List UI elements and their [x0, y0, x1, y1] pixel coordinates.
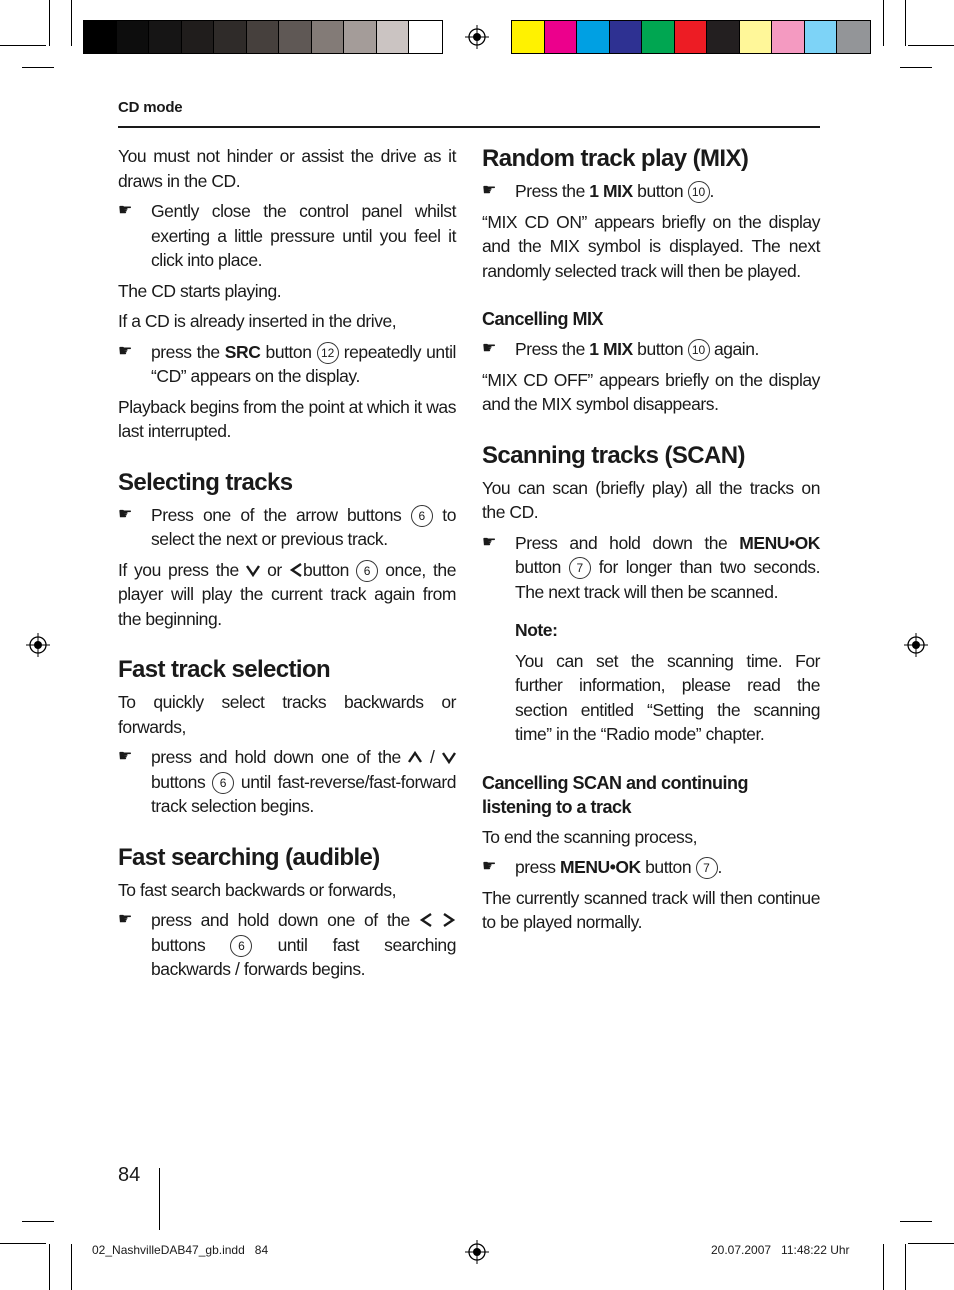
- color-swatch: [344, 21, 377, 53]
- crop-mark: [49, 0, 50, 46]
- color-swatch: [409, 21, 442, 53]
- color-swatch: [377, 21, 410, 53]
- button-number-badge: 6: [212, 772, 234, 794]
- pointing-hand-icon: ☛: [118, 505, 132, 523]
- button-number-badge: 12: [317, 342, 339, 364]
- pointing-hand-icon: ☛: [118, 202, 132, 219]
- color-swatch: [214, 21, 247, 53]
- paragraph: If you press the or button 6 once, the player will play the current track again from the beginning.: [118, 559, 456, 629]
- paragraph: If a CD is already inserted in the drive,: [118, 311, 397, 331]
- paragraph: “MIX CD OFF” appears briefly on the display and the MIX symbol disappears.: [482, 369, 820, 414]
- note-block: [515, 618, 820, 747]
- crop-mark: [49, 1244, 50, 1290]
- color-swatch: [512, 21, 545, 53]
- heading-fast-track-selection: Fast track selection: [118, 656, 331, 683]
- color-swatch: [545, 21, 578, 53]
- crop-mark: [22, 67, 54, 68]
- section-header: CD mode: [118, 99, 183, 116]
- color-swatch: [772, 21, 805, 53]
- bullet-item: ☛ Press the 1 MIX button 10 .: [482, 179, 820, 204]
- paragraph: Playback begins from the point at which it was last interrupted.: [118, 396, 456, 441]
- button-number-badge: 10: [688, 181, 710, 203]
- heading-scanning-tracks: Scanning tracks (SCAN): [482, 441, 745, 469]
- registration-mark-icon: [26, 633, 50, 657]
- note-title: Note:: [515, 620, 558, 640]
- button-number-badge: 6: [230, 935, 252, 957]
- paragraph: “MIX CD ON” appears briefly on the display and the MIX symbol is displayed. The next randomly selected track will then be played.: [482, 211, 820, 281]
- color-swatch: [610, 21, 643, 53]
- registration-mark-icon: [465, 1240, 489, 1264]
- color-swatch: [675, 21, 708, 53]
- chevron-up-icon: [408, 750, 422, 764]
- crop-mark: [883, 0, 884, 46]
- color-swatch: [312, 21, 345, 53]
- crop-mark: [0, 1243, 46, 1244]
- heading-random-track-play: Random track play (MIX): [482, 145, 749, 172]
- color-swatch: [149, 21, 182, 53]
- color-swatch: [182, 21, 215, 53]
- color-swatch: [837, 21, 870, 53]
- pointing-hand-icon: ☛: [482, 533, 496, 551]
- crop-mark: [900, 1221, 932, 1222]
- color-swatch: [247, 21, 280, 53]
- bullet-item: ☛ press the SRC button 12 repeatedly until “CD” appears on the display.: [118, 340, 456, 389]
- crop-mark: [900, 67, 932, 68]
- heading-fast-searching: Fast searching (audible): [118, 843, 380, 871]
- bullet-item: ☛ Press and hold down the MENU•OK button 7 for longer than two seconds. The next track will then be scanned.: [482, 531, 820, 605]
- color-swatch: [707, 21, 740, 53]
- pointing-hand-icon: ☛: [482, 340, 496, 357]
- color-swatch: [84, 21, 117, 53]
- left-column: [118, 144, 456, 988]
- crop-mark: [71, 1244, 72, 1290]
- chevron-right-icon: [442, 913, 456, 927]
- button-number-badge: 6: [411, 505, 433, 527]
- chevron-down-icon: [246, 563, 260, 577]
- registration-mark-icon: [465, 25, 489, 49]
- button-number-badge: 7: [569, 557, 591, 579]
- page-number: 84: [118, 1164, 141, 1186]
- pointing-hand-icon: ☛: [118, 748, 132, 765]
- paragraph: The currently scanned track will then continue to be played normally.: [482, 887, 820, 932]
- bullet-item: ☛ press MENU•OK button 7 .: [482, 855, 820, 880]
- crop-mark: [0, 45, 46, 46]
- pointing-hand-icon: ☛: [118, 342, 132, 360]
- chevron-left-icon: [289, 563, 303, 577]
- footer-timestamp: 20.07.2007 11:48:22 Uhr: [711, 1243, 850, 1257]
- bullet-item: ☛ Press one of the arrow buttons 6 to select the next or previous track.: [118, 503, 456, 552]
- button-number-badge: 10: [688, 339, 710, 361]
- crop-mark: [905, 0, 906, 46]
- button-number-badge: 7: [696, 857, 718, 879]
- pointing-hand-icon: ☛: [482, 858, 496, 875]
- bullet-item: ☛ Gently close the control panel whilst exerting a little pressure until you feel it click into place.: [118, 199, 456, 273]
- heading-cancelling-mix: Cancelling MIX: [482, 309, 604, 329]
- note-body: You can set the scanning time. For further information, please read the section entitled “Setting the scanning time” in the “Radio mode” chapter.: [515, 650, 820, 744]
- right-column: [482, 144, 820, 941]
- registration-mark-icon: [904, 633, 928, 657]
- color-swatch: [279, 21, 312, 53]
- crop-mark: [883, 1244, 884, 1290]
- paragraph: To end the scanning process,: [482, 826, 698, 847]
- crop-mark: [22, 1221, 54, 1222]
- header-rule: [118, 126, 820, 128]
- crop-mark: [905, 1244, 906, 1290]
- process-color-bar: [511, 20, 871, 54]
- crop-mark: [71, 0, 72, 46]
- paragraph: To fast search backwards or forwards,: [118, 879, 397, 900]
- pointing-hand-icon: ☛: [482, 182, 496, 199]
- paragraph: You can scan (briefly play) all the tracks on the CD.: [482, 477, 820, 522]
- bullet-item: ☛ press and hold down one of the / buttons 6 until fast-reverse/fast-forward track selection begins.: [118, 745, 456, 819]
- chevron-down-icon: [442, 750, 456, 764]
- color-swatch: [740, 21, 773, 53]
- chevron-left-icon: [419, 913, 433, 927]
- color-swatch: [642, 21, 675, 53]
- page-divider: [159, 1168, 160, 1230]
- paragraph: The CD starts playing.: [118, 280, 282, 301]
- footer-filename: 02_NashvilleDAB47_gb.indd 84: [92, 1243, 269, 1257]
- color-swatch: [117, 21, 150, 53]
- paragraph: To quickly select tracks backwards or forwards,: [118, 692, 456, 737]
- heading-selecting-tracks: Selecting tracks: [118, 468, 293, 496]
- color-swatch: [805, 21, 838, 53]
- paragraph: You must not hinder or assist the drive as it draws in the CD.: [118, 146, 456, 191]
- crop-mark: [908, 45, 954, 46]
- heading-cancelling-scan: Cancelling SCAN and continuing listening to a track: [482, 772, 749, 817]
- grayscale-color-bar: [83, 20, 443, 54]
- color-swatch: [577, 21, 610, 53]
- crop-mark: [908, 1243, 954, 1244]
- pointing-hand-icon: ☛: [118, 911, 132, 928]
- button-number-badge: 6: [356, 560, 378, 582]
- bullet-item: ☛ press and hold down one of the buttons 6 until fast searching backwards / forwards begins.: [118, 908, 456, 982]
- bullet-item: ☛ Press the 1 MIX button 10 again.: [482, 337, 820, 362]
